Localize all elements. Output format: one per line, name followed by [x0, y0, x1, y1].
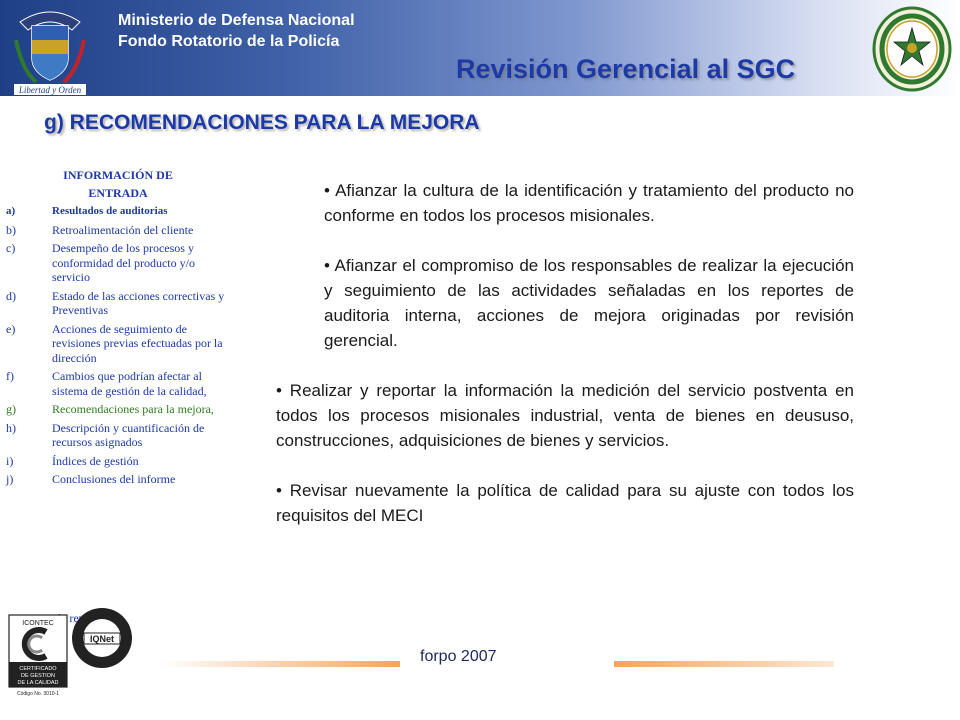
page-title: Revisión Gerencial al SGC: [456, 54, 796, 84]
input-information-panel: [6, 166, 228, 491]
recommendation-item: • Afianzar la cultura de la identificación y tratamiento del producto no conforme en todos los procesos misionales.: [324, 181, 854, 225]
recommendations-body: [276, 178, 854, 528]
list-item-text: Resultados de auditorias: [52, 205, 168, 217]
list-item-letter: c): [6, 241, 16, 255]
cert-code: Código No. 3010-1: [17, 691, 59, 697]
coat-of-arms-icon: [10, 0, 90, 96]
list-item: [6, 369, 228, 398]
list-item: [6, 472, 228, 487]
list-item-letter: i): [6, 453, 14, 468]
section-title: g) RECOMENDACIONES PARA LA MEJORA: [44, 111, 480, 134]
footer-text: forpo 2007: [420, 648, 497, 665]
list-item: [6, 289, 228, 318]
list-item-text: Conclusiones del informe: [52, 472, 176, 486]
list-item-letter: j): [6, 472, 14, 486]
list-item-text: Recomendaciones para la mejora,: [52, 402, 214, 416]
list-item-letter: a): [6, 205, 16, 217]
list-item-text: Retroalimentación del cliente: [52, 222, 194, 237]
cert-caption-1: CERTIFICADO: [19, 666, 57, 672]
cert-brand-text: ICONTEC: [22, 620, 54, 627]
ministry-line-2: Fondo Rotatorio de la Policía: [118, 33, 340, 50]
icontec-certificate-logo: [8, 614, 68, 714]
recommendation-item: • Revisar nuevamente la política de calidad para su ajuste con todos los requisitos del MECI: [276, 481, 854, 525]
list-item-text: Cambios que podrían afectar al sistema de gestión de la calidad,: [52, 369, 207, 398]
motto-text: Libertad y Orden: [18, 85, 82, 95]
list-item-letter: e): [6, 321, 16, 336]
ministry-line-1: Ministerio de Defensa Nacional: [118, 12, 355, 29]
footer-divider-right: [614, 661, 834, 667]
list-item-letter: d): [6, 288, 16, 303]
list-item: [6, 204, 228, 219]
input-heading: [18, 166, 218, 202]
list-item-letter: b): [6, 222, 16, 237]
list-item-highlighted: [6, 402, 228, 417]
cert-caption-2: DE GESTION: [21, 673, 55, 679]
list-item-text: Estado de las acciones correctivas y Preventivas: [52, 288, 225, 317]
input-list: [6, 204, 228, 487]
list-item: [6, 454, 228, 469]
iqnet-logo: [70, 606, 134, 670]
recommendation-item: • Afianzar el compromiso de los responsables de realizar la ejecución y seguimiento de las actividades señaladas en los reportes de auditoria interna, acciones de mejora originadas por revisión gerencial.: [324, 256, 854, 350]
list-item-text: Acciones de seguimiento de revisiones previas efectuadas por la dirección: [52, 321, 223, 365]
cert-caption-3: DE LA CALIDAD: [17, 680, 59, 686]
list-item: [6, 421, 228, 450]
list-item-letter: g): [6, 402, 16, 416]
input-heading-line-2: ENTRADA: [88, 186, 148, 200]
list-item-text: Desempeño de los procesos y conformidad del producto y/o servicio: [52, 241, 195, 284]
list-item-text: Índices de gestión: [52, 453, 139, 468]
input-heading-line-1: INFORMACIÓN DE: [63, 168, 173, 182]
recommendation-item: • Realizar y reportar la información la medición del servicio postventa en todos los procesos misionales industrial, venta de bienes en deususo, construcciones, adquisiciones de bienes y servicios.: [276, 381, 854, 450]
ministry-name: [118, 10, 355, 52]
list-item: [6, 322, 228, 366]
footer-divider-left: [160, 661, 400, 667]
list-item: [6, 241, 228, 285]
list-item-text: Descripción y cuantificación de recursos asignados: [52, 420, 205, 449]
iqnet-label: IQNet: [89, 634, 115, 644]
list-item: [6, 223, 228, 238]
list-item-letter: f): [6, 369, 14, 383]
list-item-letter: h): [6, 420, 16, 435]
police-seal-icon: [872, 6, 952, 92]
